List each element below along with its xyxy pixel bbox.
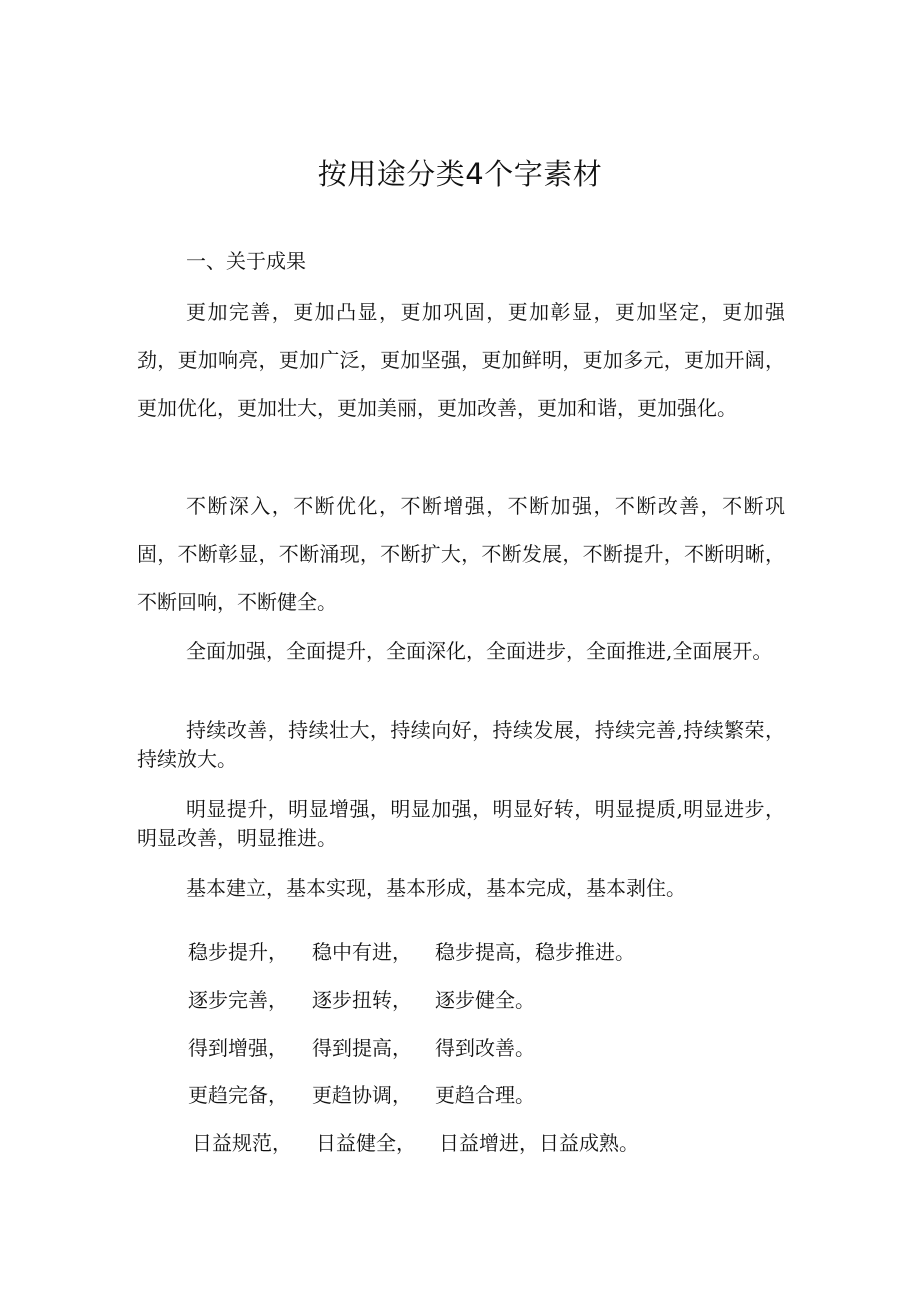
paragraph-quanmian: 全面加强，全面提升，全面深化，全面进步，全面推进,全面展开。	[186, 639, 773, 663]
paragraph-jiben: 基本建立，基本实现，基本形成，基本完成，基本剥住。	[186, 876, 686, 900]
paragraph-chixu: 持续改善，持续壮大，持续向好，持续发展，持续完善,持续繁荣，持续放大。	[137, 718, 785, 771]
phrase-item: 更趋合理。	[435, 1083, 535, 1107]
phrase-item: 稳步提升，	[188, 940, 288, 964]
phrase-item: 逐步健全。	[435, 988, 535, 1012]
paragraph-mingxian: 明显提升，明显增强，明显加强，明显好转，明显提质,明显进步，明显改善，明显推进。	[137, 797, 785, 850]
phrase-item: 日益规范，	[192, 1131, 292, 1155]
phrase-item: 得到增强，	[188, 1036, 288, 1060]
paragraph-gengjia: 更加完善，更加凸显，更加巩固，更加彰显，更加坚定，更加强劲，更加响亮，更加广泛，更加坚强，更加鲜明，更加多元，更加开阔，更加优化，更加壮大，更加美丽，更加改善，更加和谐，更加强化。	[137, 300, 785, 420]
phrase-item: 更趋完备，	[188, 1083, 288, 1107]
phrase-item: 日益健全，	[316, 1131, 416, 1155]
section-heading: 一、关于成果	[186, 249, 306, 273]
phrase-item: 逐步扭转，	[312, 988, 412, 1012]
phrase-item: 逐步完善，	[188, 988, 288, 1012]
phrase-item: 得到改善。	[435, 1036, 535, 1060]
paragraph-buduan: 不断深入，不断优化，不断增强，不断加强，不断改善，不断巩固，不断彰显，不断涌现，不断扩大，不断发展，不断提升，不断明晰，不断回响，不断健全。	[137, 494, 785, 614]
phrase-item: 得到提高，	[312, 1036, 412, 1060]
document-title: 按用途分类4个字素材	[317, 157, 603, 192]
phrase-item: 稳步提高，稳步推进。	[435, 940, 635, 964]
phrase-item: 更趋协调，	[312, 1083, 412, 1107]
phrase-item: 日益增进，日益成熟。	[439, 1131, 639, 1155]
phrase-item: 稳中有进，	[312, 940, 412, 964]
